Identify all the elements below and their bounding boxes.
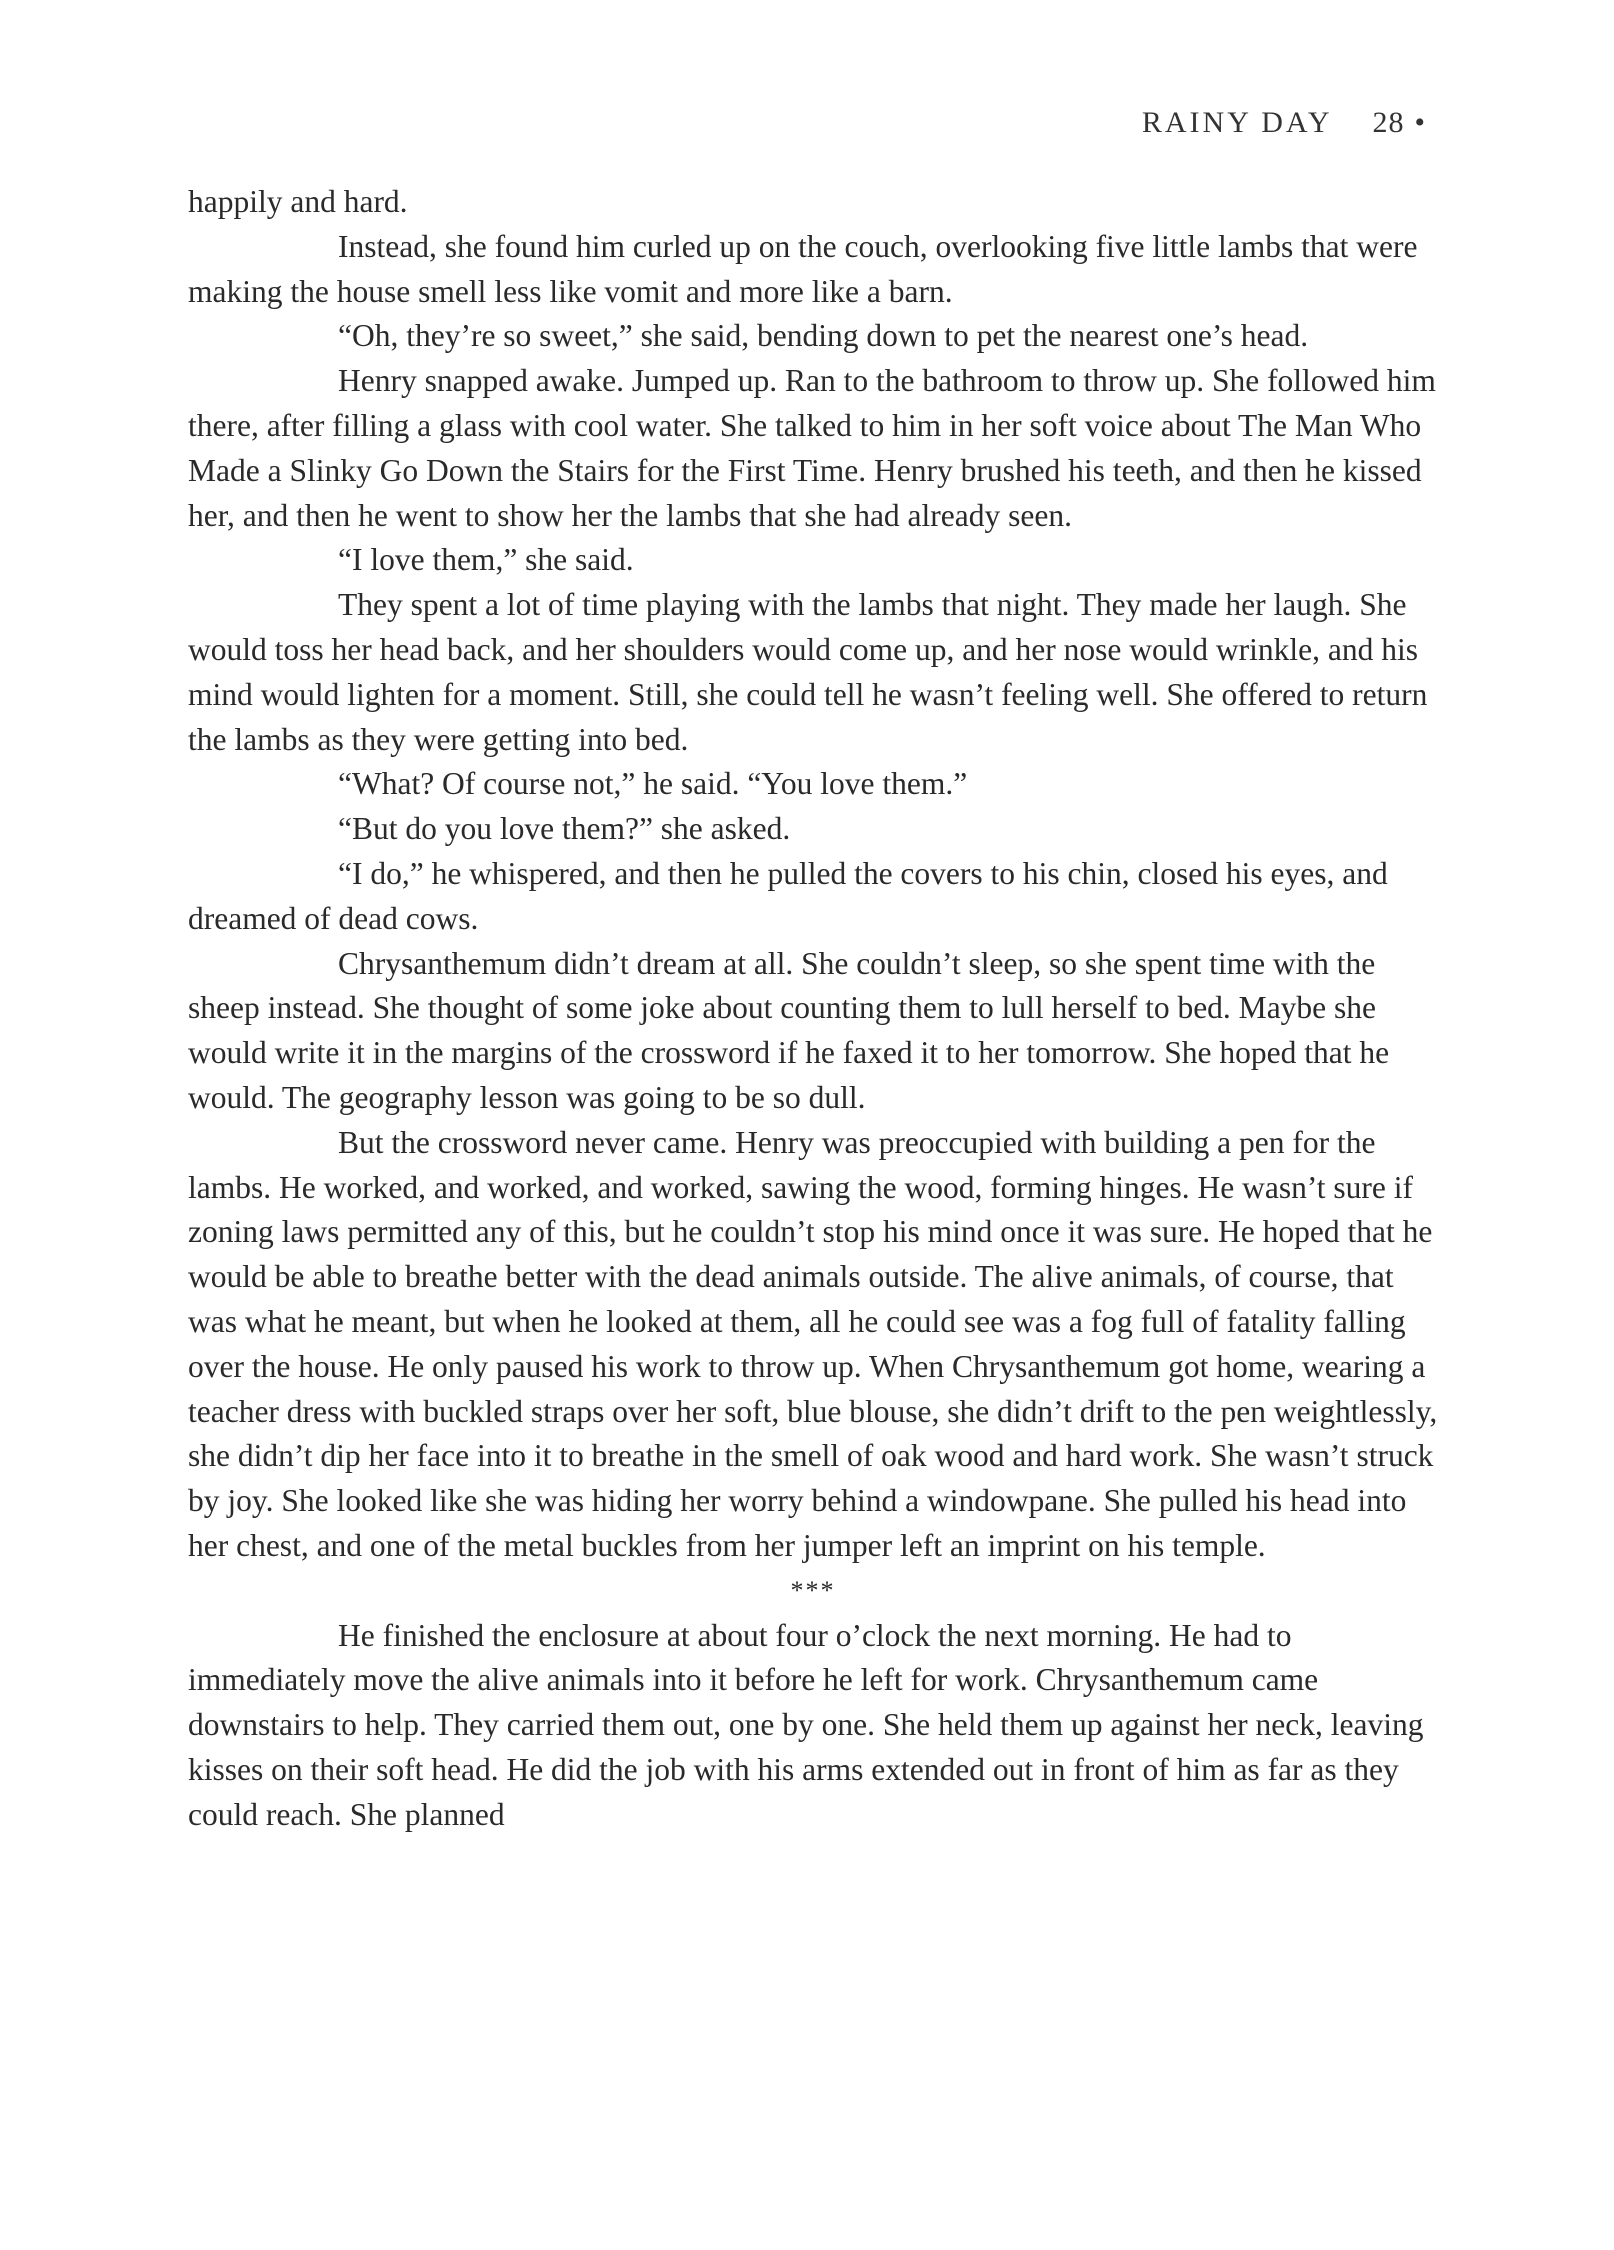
paragraph: “I do,” he whispered, and then he pulled the covers to his chin, closed his eyes, and dreamed of dead cows. xyxy=(188,855,1388,936)
paragraph: “What? Of course not,” he said. “You love them.” xyxy=(338,766,968,802)
paragraph: “I love them,” she said. xyxy=(338,542,634,578)
paragraph: But the crossword never came. Henry was preoccupied with building a pen for the lambs. He worked, and worked, and worked, sawing the wood, forming hinges. He wasn’t sure if zoning laws permitted any of this, but he couldn’t stop his mind once it was sure. He hoped that he would be able to breathe better with the dead animals outside. The alive animals, of course, that was what he meant, but when he looked at them, all he could see was a fog full of fatality falling over the house. He only paused his work to throw up. When Chrysanthemum got home, wearing a teacher dress with buckled straps over her soft, blue blouse, she didn’t drift to the pen weightlessly, she didn’t dip her face into it to breathe in the smell of oak wood and hard work. She wasn’t struck by joy. She looked like she was hiding her worry behind a windowpane. She pulled his head into her chest, and one of the metal buckles from her jumper left an imprint on his temple. xyxy=(188,1124,1438,1563)
running-head xyxy=(1142,106,1428,140)
running-title: RAINY DAY xyxy=(1141,106,1333,139)
body-text xyxy=(188,180,1438,1837)
paragraph: They spent a lot of time playing with the lambs that night. They made her laugh. She would toss her head back, and her shoulders would come up, and her nose would wrinkle, and his mind would lighten for a moment. Still, she could tell he wasn’t feeling well. She offered to return the lambs as they were getting into bed. xyxy=(188,587,1428,757)
page-number: 28 xyxy=(1372,106,1405,139)
paragraph: “But do you love them?” she asked. xyxy=(338,811,791,847)
paragraph: happily and hard. xyxy=(188,184,408,219)
paragraph: He finished the enclosure at about four o’clock the next morning. He had to immediately move the alive animals into it before he left for work. Chrysanthemum came downstairs to help. They carried them out, one by one. She held them up against her neck, leaving kisses on their soft head. He did the job with his arms extended out in front of him as far as they could reach. She planned xyxy=(188,1617,1424,1832)
paragraph: “Oh, they’re so sweet,” she said, bending down to pet the nearest one’s head. xyxy=(338,318,1309,354)
paragraph: Instead, she found him curled up on the couch, overlooking five little lambs that were making the house smell less like vomit and more like a barn. xyxy=(188,228,1418,309)
bullet-glyph: • xyxy=(1414,106,1428,139)
section-break: *** xyxy=(790,1575,836,1605)
paragraph: Henry snapped awake. Jumped up. Ran to the bathroom to throw up. She followed him there, after filling a glass with cool water. She talked to him in her soft voice about The Man Who Made a Slinky Go Down the Stairs for the First Time. Henry brushed his teeth, and then he kissed her, and then he went to show her the lambs that she had already seen. xyxy=(188,363,1436,533)
paragraph: Chrysanthemum didn’t dream at all. She couldn’t sleep, so she spent time with the sheep instead. She thought of some joke about counting them to lull herself to bed. Maybe she would write it in the margins of the crossword if he faxed it to her tomorrow. She hoped that he would. The geography lesson was going to be so dull. xyxy=(188,945,1390,1115)
